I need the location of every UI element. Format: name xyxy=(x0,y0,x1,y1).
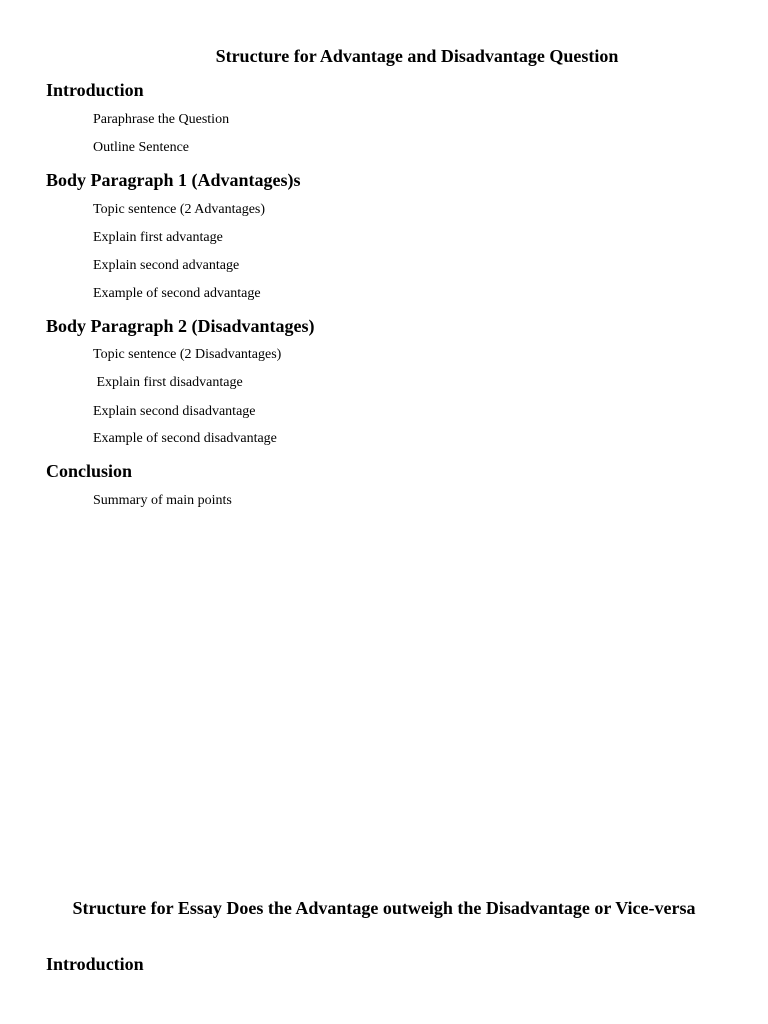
list-item: Explain second disadvantage xyxy=(93,404,256,419)
list-item: Explain first disadvantage xyxy=(93,375,243,390)
list-item: Paraphrase the Question xyxy=(93,112,230,127)
list-item: Explain second advantage xyxy=(93,258,240,273)
section-2-title: Structure for Essay Does the Advantage outweigh the Disadvantage or Vice-versa xyxy=(72,898,696,918)
list-item: Outline Sentence xyxy=(93,140,190,155)
list-item: Explain first advantage xyxy=(93,230,223,245)
list-item: Example of second disadvantage xyxy=(93,431,277,446)
body-paragraph-2-heading: Body Paragraph 2 (Disadvantages) xyxy=(46,316,315,336)
list-item: Summary of main points xyxy=(93,493,232,508)
list-item: Example of second advantage xyxy=(93,286,261,301)
document-title: Structure for Advantage and Disadvantage Question xyxy=(215,46,619,66)
body-paragraph-1-heading: Body Paragraph 1 (Advantages)s xyxy=(46,170,301,190)
introduction-heading: Introduction xyxy=(46,80,144,100)
section-2-introduction-heading: Introduction xyxy=(46,954,144,974)
list-item: Topic sentence (2 Disadvantages) xyxy=(93,347,282,362)
conclusion-heading: Conclusion xyxy=(46,461,133,481)
list-item: Topic sentence (2 Advantages) xyxy=(93,202,266,217)
